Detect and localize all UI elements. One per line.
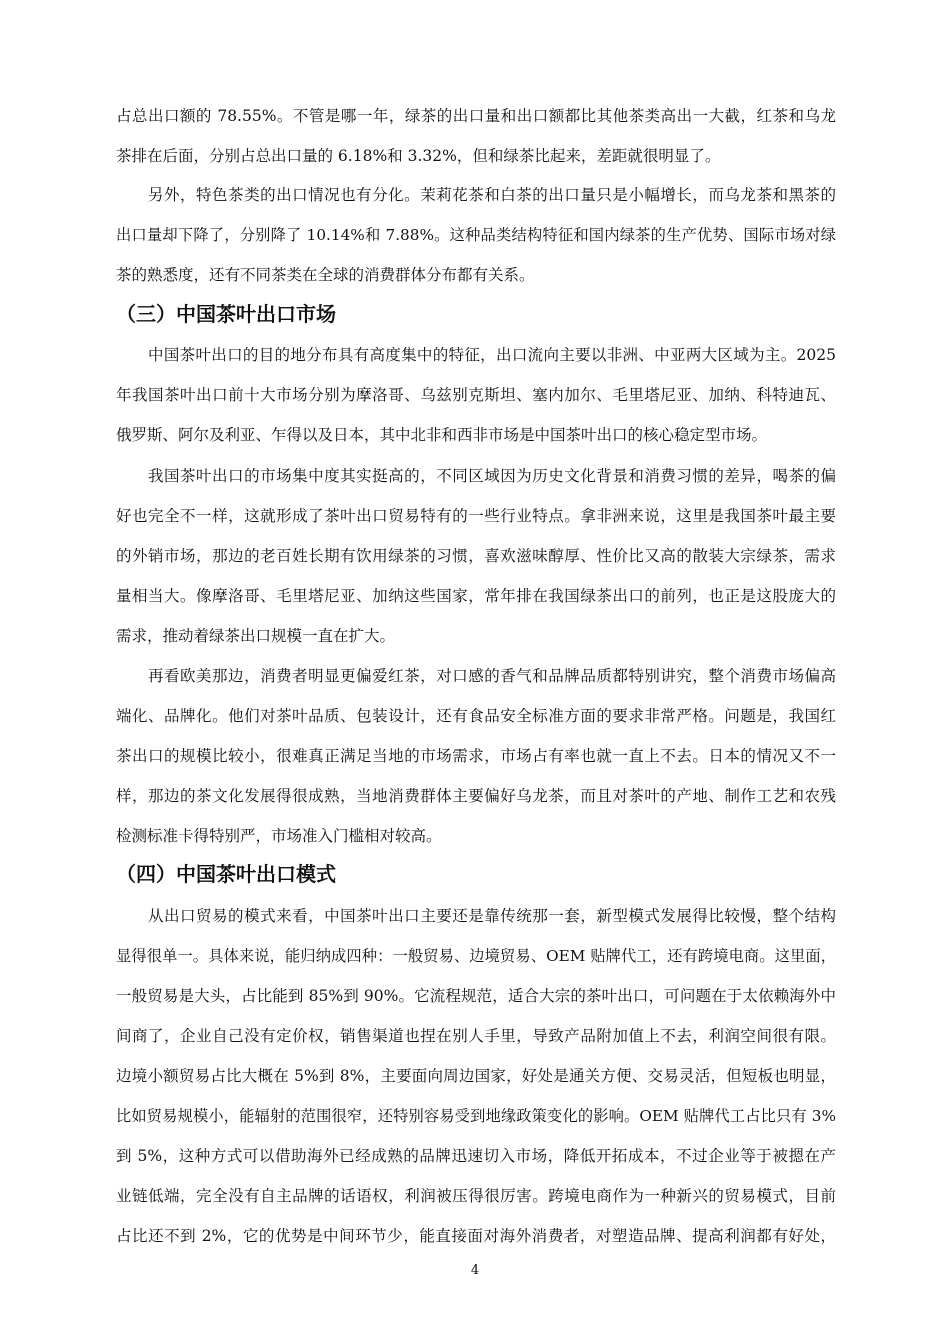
paragraph-line: 占总出口额的 78.55%。不管是哪一年，绿茶的出口量和出口额都比其他茶类高出一大截，红茶和乌龙: [116, 107, 836, 125]
paragraph-line: 显得很单一。具体来说，能归纳成四种：一般贸易、边境贸易、OEM 贴牌代工，还有跨境电商。这里面，: [116, 947, 836, 965]
paragraph-line: 到 5%，这种方式可以借助海外已经成熟的品牌迅速切入市场，降低开拓成本，不过企业等于被摁在产: [116, 1147, 836, 1165]
paragraph-line: 茶出口的规模比较小，很难真正满足当地的市场需求，市场占有率也就一直上不去。日本的情况又不一: [116, 747, 836, 765]
paragraph-line: 的外销市场，那边的老百姓长期有饮用绿茶的习惯，喜欢滋味醇厚、性价比又高的散装大宗绿茶，需求: [116, 547, 836, 565]
paragraph-line: 我国茶叶出口的市场集中度其实挺高的，不同区域因为历史文化背景和消费习惯的差异，喝茶的偏: [148, 467, 836, 485]
paragraph-line: 比如贸易规模小，能辐射的范围很窄，还特别容易受到地缘政策变化的影响。OEM 贴牌代工占比只有 3%: [116, 1107, 836, 1125]
paragraph-line: 边境小额贸易占比大概在 5%到 8%，主要面向周边国家，好处是通关方便、交易灵活，但短板也明显，: [116, 1067, 836, 1085]
section-heading: （三）中国茶叶出口市场: [116, 302, 336, 326]
paragraph-line: 需求，推动着绿茶出口规模一直在扩大。: [116, 627, 396, 645]
paragraph-line: 量相当大。像摩洛哥、毛里塔尼亚、加纳这些国家，常年排在我国绿茶出口的前列，也正是这股庞大的: [116, 587, 836, 605]
paragraph-line: 茶的熟悉度，还有不同茶类在全球的消费群体分布都有关系。: [116, 266, 535, 284]
paragraph-line: 再看欧美那边，消费者明显更偏爱红茶，对口感的香气和品牌品质都特别讲究，整个消费市场偏高: [148, 667, 836, 685]
paragraph-line: 端化、品牌化。他们对茶叶品质、包装设计，还有食品安全标准方面的要求非常严格。问题是，我国红: [116, 707, 836, 725]
paragraph-line: 年我国茶叶出口前十大市场分别为摩洛哥、乌兹别克斯坦、塞内加尔、毛里塔尼亚、加纳、科特迪瓦、: [116, 386, 836, 404]
section-heading: （四）中国茶叶出口模式: [116, 862, 336, 886]
paragraph-line: 从出口贸易的模式来看，中国茶叶出口主要还是靠传统那一套，新型模式发展得比较慢，整个结构: [148, 907, 836, 925]
paragraph-line: 样，那边的茶文化发展得很成熟，当地消费群体主要偏好乌龙茶，而且对茶叶的产地、制作工艺和农残: [116, 787, 836, 805]
paragraph-line: 出口量却下降了，分别降了 10.14%和 7.88%。这种品类结构特征和国内绿茶的生产优势、国际市场对绿: [116, 226, 836, 244]
paragraph-line: 好也完全不一样，这就形成了茶叶出口贸易特有的一些行业特点。拿非洲来说，这里是我国茶叶最主要: [116, 507, 836, 525]
paragraph-line: 间商了，企业自己没有定价权，销售渠道也捏在别人手里，导致产品附加值上不去，利润空间很有限。: [116, 1027, 836, 1045]
paragraph-line: 另外，特色茶类的出口情况也有分化。茉莉花茶和白茶的出口量只是小幅增长，而乌龙茶和黑茶的: [148, 186, 836, 204]
page-number: 4: [470, 1263, 480, 1278]
paragraph-line: 俄罗斯、阿尔及利亚、乍得以及日本，其中北非和西非市场是中国茶叶出口的核心稳定型市场。: [116, 426, 768, 444]
paragraph-line: 检测标准卡得特别严，市场准入门槛相对较高。: [116, 827, 442, 845]
paragraph-line: 中国茶叶出口的目的地分布具有高度集中的特征，出口流向主要以非洲、中亚两大区域为主。2025: [148, 346, 836, 364]
paragraph-line: 占比还不到 2%，它的优势是中间环节少，能直接面对海外消费者，对塑造品牌、提高利润都有好处，: [116, 1227, 836, 1245]
paragraph-line: 业链低端，完全没有自主品牌的话语权，利润被压得很厉害。跨境电商作为一种新兴的贸易模式，目前: [116, 1187, 836, 1205]
paragraph-line: 一般贸易是大头，占比能到 85%到 90%。它流程规范，适合大宗的茶叶出口，可问题在于太依赖海外中: [116, 987, 836, 1005]
paragraph-line: 茶排在后面，分别占总出口量的 6.18%和 3.32%，但和绿茶比起来，差距就很明显了。: [116, 147, 721, 165]
